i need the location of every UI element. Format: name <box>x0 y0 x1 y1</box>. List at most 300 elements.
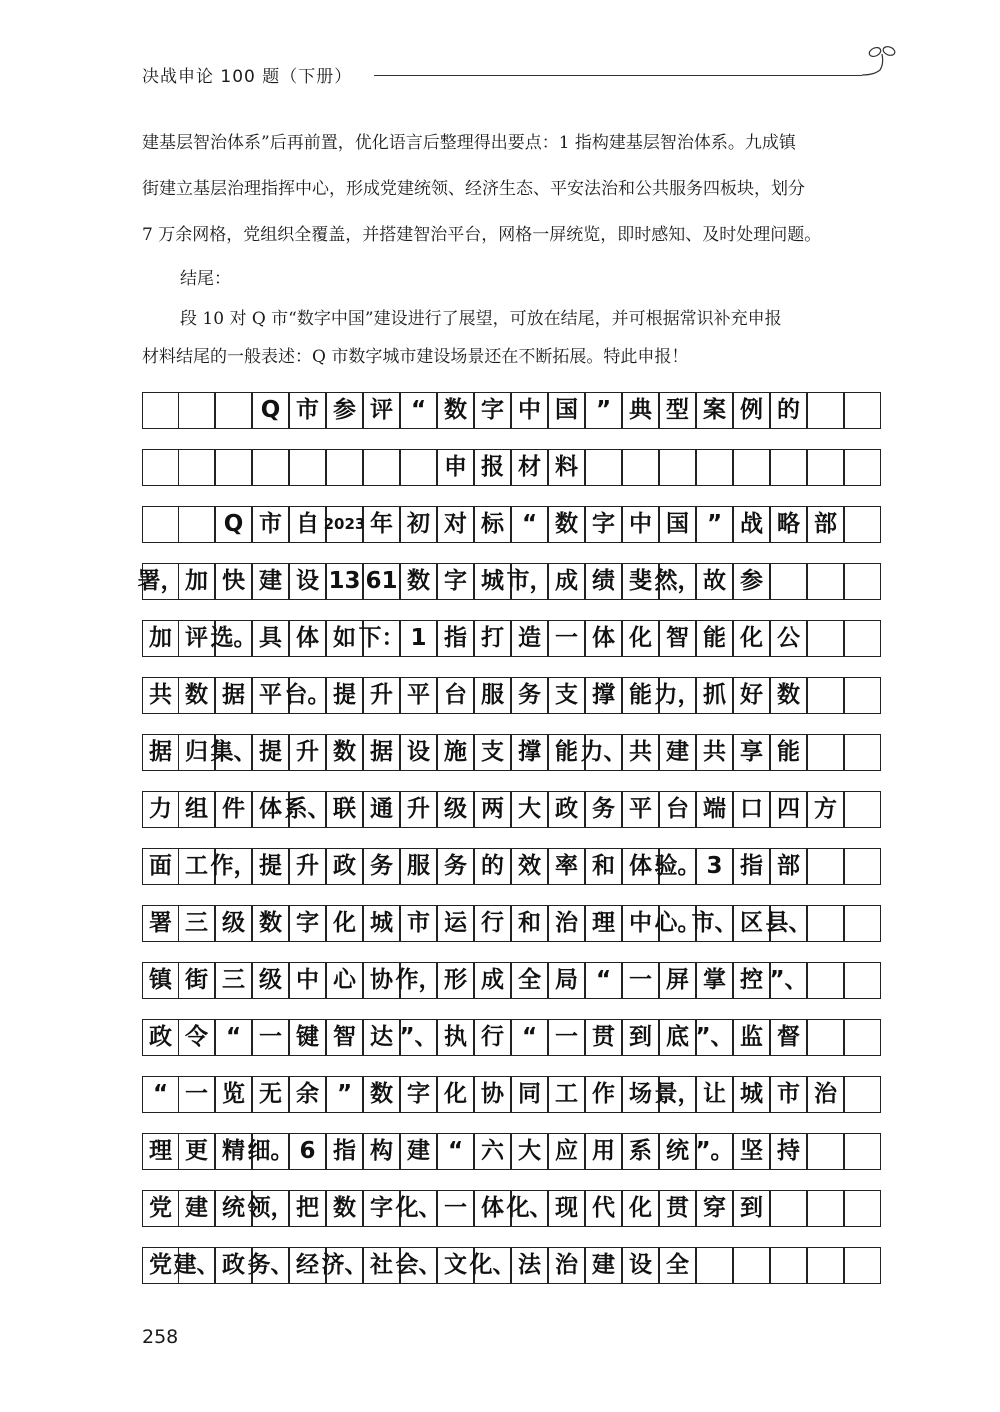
grid-cell: 穿 <box>696 1190 733 1227</box>
grid-cell: 台 <box>659 791 696 828</box>
grid-cell: 心 <box>326 962 363 999</box>
grid-cell: 镇 <box>142 962 179 999</box>
grid-cell: 字 <box>474 392 511 429</box>
grid-cell: 控 <box>733 962 770 999</box>
grid-cell <box>807 563 844 600</box>
grid-cell <box>733 1247 770 1284</box>
grid-cell: 提 <box>326 677 363 714</box>
grid-cell: 系、 <box>289 791 326 828</box>
grid-cell: 平 <box>400 677 437 714</box>
grid-cell: 局 <box>548 962 585 999</box>
grid-cell: 料 <box>548 449 585 486</box>
grid-cell: 面 <box>142 848 179 885</box>
grid-cell: 部 <box>807 506 844 543</box>
grid-cell: 能 <box>770 734 807 771</box>
grid-cell: 建 <box>659 734 696 771</box>
grid-cell: 台。 <box>289 677 326 714</box>
grid-cell: 能 <box>548 734 585 771</box>
grid-cell: 精 <box>215 1133 252 1170</box>
grid-cell: 一 <box>437 1190 474 1227</box>
grid-cell: 字 <box>400 1076 437 1113</box>
grid-cell: 平 <box>252 677 289 714</box>
grid-cell: 建 <box>585 1247 622 1284</box>
grid-cell: 会、 <box>400 1247 437 1284</box>
grid-cell: 年 <box>363 506 400 543</box>
grid-cell <box>807 848 844 885</box>
grid-cell <box>215 449 252 486</box>
grid-cell: 党 <box>142 1247 179 1284</box>
grid-cell: 工 <box>178 848 215 885</box>
grid-cell: 市 <box>400 905 437 942</box>
grid-cell <box>844 905 881 942</box>
grid-cell: ”。 <box>696 1133 733 1170</box>
grid-cell: 升 <box>400 791 437 828</box>
grid-cell: 务 <box>511 677 548 714</box>
grid-cell: 数 <box>363 1076 400 1113</box>
grid-cell: 建、 <box>178 1247 215 1284</box>
grid-cell: 字 <box>585 506 622 543</box>
grid-cell: 和 <box>585 848 622 885</box>
grid-cell: 键 <box>289 1019 326 1056</box>
grid-cell <box>807 962 844 999</box>
grid-cell: 例 <box>733 392 770 429</box>
grid-cell: 作， <box>215 848 252 885</box>
grid-cell: 协 <box>363 962 400 999</box>
grid-cell: 大 <box>511 791 548 828</box>
grid-cell: 政 <box>326 848 363 885</box>
grid-cell: 持 <box>770 1133 807 1170</box>
grid-cell: 体 <box>474 1190 511 1227</box>
grid-cell: 让 <box>696 1076 733 1113</box>
grid-cell: 好 <box>733 677 770 714</box>
grid-cell: 成 <box>474 962 511 999</box>
grid-cell: ”、 <box>400 1019 437 1056</box>
grid-cell: 督 <box>770 1019 807 1056</box>
grid-cell: 的 <box>770 392 807 429</box>
grid-cell: 件 <box>215 791 252 828</box>
grid-cell: 1 <box>400 620 437 657</box>
grid-cell: 略 <box>770 506 807 543</box>
grid-cell: 一 <box>252 1019 289 1056</box>
grid-cell: 字 <box>363 1190 400 1227</box>
grid-cell: 共 <box>696 734 733 771</box>
grid-cell: 报 <box>474 449 511 486</box>
grid-cell: 端 <box>696 791 733 828</box>
running-header <box>142 58 902 98</box>
grid-cell: 治 <box>807 1076 844 1113</box>
grid-cell: 治 <box>548 1247 585 1284</box>
grid-cell: 余 <box>289 1076 326 1113</box>
grid-cell: 一 <box>622 962 659 999</box>
grid-cell: 据 <box>142 734 179 771</box>
grid-cell: 数 <box>437 392 474 429</box>
grid-cell: 城 <box>474 563 511 600</box>
grid-cell: 典 <box>622 392 659 429</box>
grid-cell: 全 <box>511 962 548 999</box>
grid-cell: 指 <box>326 1133 363 1170</box>
grid-cell <box>807 1190 844 1227</box>
grid-cell: “ <box>400 392 437 429</box>
grid-cell <box>844 734 881 771</box>
grid-cell: 化 <box>733 620 770 657</box>
grid-cell: 平 <box>622 791 659 828</box>
grid-cell: 评 <box>363 392 400 429</box>
grid-cell: 智 <box>659 620 696 657</box>
grid-cell: 署 <box>142 905 179 942</box>
grid-cell: “ <box>215 1019 252 1056</box>
grid-cell: 据 <box>363 734 400 771</box>
grid-cell <box>807 392 844 429</box>
grid-cell: 的 <box>474 848 511 885</box>
grid-cell <box>770 1190 807 1227</box>
paragraph-line: 7 万余网格，党组织全覆盖，并搭建智治平台，网格一屏统览，即时感知、及时处理问题。 <box>142 225 822 245</box>
grid-cell: 更 <box>178 1133 215 1170</box>
grid-cell: 型 <box>659 392 696 429</box>
grid-cell: 撑 <box>585 677 622 714</box>
grid-cell: 到 <box>622 1019 659 1056</box>
section-heading: 结尾： <box>180 269 231 289</box>
grid-cell <box>215 392 252 429</box>
book-title: 决战申论 100 题（下册） <box>142 67 353 87</box>
grid-cell <box>844 791 881 828</box>
grid-cell: 运 <box>437 905 474 942</box>
grid-cell: 设 <box>400 734 437 771</box>
grid-cell <box>807 1133 844 1170</box>
grid-cell: 力 <box>142 791 179 828</box>
sprout-icon <box>860 44 900 78</box>
grid-cell: 抓 <box>696 677 733 714</box>
grid-cell: 共 <box>622 734 659 771</box>
grid-cell: 据 <box>215 677 252 714</box>
grid-cell: 执 <box>437 1019 474 1056</box>
grid-cell: 城 <box>733 1076 770 1113</box>
grid-cell <box>696 1247 733 1284</box>
grid-cell: 支 <box>548 677 585 714</box>
grid-cell: 数 <box>326 734 363 771</box>
grid-cell: 化 <box>437 1076 474 1113</box>
grid-cell: 务 <box>437 848 474 885</box>
grid-cell: 中 <box>511 392 548 429</box>
grid-cell: 力、 <box>585 734 622 771</box>
grid-cell: 服 <box>400 848 437 885</box>
grid-cell <box>807 677 844 714</box>
grid-cell: 6 <box>289 1133 326 1170</box>
grid-cell: 市 <box>770 1076 807 1113</box>
grid-cell: 两 <box>474 791 511 828</box>
grid-cell: 市 <box>289 392 326 429</box>
grid-cell: 升 <box>363 677 400 714</box>
grid-cell: 应 <box>548 1133 585 1170</box>
grid-cell: 到 <box>733 1190 770 1227</box>
grid-cell: 法 <box>511 1247 548 1284</box>
grid-cell: 选。 <box>215 620 252 657</box>
grid-cell: 标 <box>474 506 511 543</box>
grid-cell: 级 <box>437 791 474 828</box>
page-number: 258 <box>142 1326 179 1348</box>
grid-cell: 和 <box>511 905 548 942</box>
grid-cell: 加 <box>178 563 215 600</box>
grid-cell: 能 <box>622 677 659 714</box>
grid-cell: 无 <box>252 1076 289 1113</box>
grid-cell: 提 <box>252 848 289 885</box>
grid-cell: 把 <box>289 1190 326 1227</box>
grid-cell: 验。 <box>659 848 696 885</box>
grid-cell: 行 <box>474 905 511 942</box>
grid-cell: 中 <box>622 905 659 942</box>
grid-cell: 智 <box>326 1019 363 1056</box>
grid-cell: 共 <box>142 677 179 714</box>
grid-cell: 口 <box>733 791 770 828</box>
grid-cell: 打 <box>474 620 511 657</box>
grid-cell: 设 <box>622 1247 659 1284</box>
grid-cell: 代 <box>585 1190 622 1227</box>
grid-cell <box>326 449 363 486</box>
grid-cell <box>770 449 807 486</box>
grid-cell: 数 <box>252 905 289 942</box>
grid-cell: 部 <box>770 848 807 885</box>
grid-cell: 台 <box>437 677 474 714</box>
grid-cell: 国 <box>548 392 585 429</box>
paragraph-line: 段 10 对 Q 市“数字中国”建设进行了展望，可放在结尾，并可根据常识补充申报 <box>180 309 782 329</box>
grid-cell <box>844 620 881 657</box>
grid-cell: 政 <box>142 1019 179 1056</box>
grid-cell: 如 <box>326 620 363 657</box>
grid-cell: 下： <box>363 620 400 657</box>
grid-cell <box>178 392 215 429</box>
grid-cell: 建 <box>252 563 289 600</box>
grid-cell <box>733 449 770 486</box>
grid-cell: 快 <box>215 563 252 600</box>
grid-cell: 作 <box>585 1076 622 1113</box>
grid-cell: 服 <box>474 677 511 714</box>
grid-cell <box>622 449 659 486</box>
grid-cell <box>807 905 844 942</box>
grid-cell: 化、 <box>400 1190 437 1227</box>
grid-cell: 场 <box>622 1076 659 1113</box>
grid-cell: 城 <box>363 905 400 942</box>
grid-cell: 区 <box>733 905 770 942</box>
grid-cell: 撑 <box>511 734 548 771</box>
grid-cell <box>844 848 881 885</box>
grid-cell: “ <box>437 1133 474 1170</box>
grid-cell: 加 <box>142 620 179 657</box>
grid-cell: 掌 <box>696 962 733 999</box>
grid-cell: 景， <box>659 1076 696 1113</box>
grid-cell: 经 <box>289 1247 326 1284</box>
grid-cell: 具 <box>252 620 289 657</box>
grid-cell <box>807 1247 844 1284</box>
grid-cell: 建 <box>400 1133 437 1170</box>
grid-cell: 建 <box>178 1190 215 1227</box>
grid-cell: 数 <box>178 677 215 714</box>
grid-cell: 指 <box>733 848 770 885</box>
grid-cell: 令 <box>178 1019 215 1056</box>
grid-cell <box>142 449 179 486</box>
grid-cell: 数 <box>400 563 437 600</box>
grid-cell: 中 <box>289 962 326 999</box>
grid-cell: ” <box>696 506 733 543</box>
grid-cell: 作， <box>400 962 437 999</box>
grid-cell <box>844 962 881 999</box>
paragraph-line: 街建立基层治理指挥中心，形成党建统领、经济生态、平安法治和公共服务四板块，划分 <box>142 179 805 199</box>
grid-cell: 化、 <box>511 1190 548 1227</box>
grid-cell: 指 <box>437 620 474 657</box>
grid-cell: 组 <box>178 791 215 828</box>
grid-cell: 力， <box>659 677 696 714</box>
grid-cell: 方 <box>807 791 844 828</box>
grid-cell: Q <box>215 506 252 543</box>
grid-cell: 61 <box>363 563 400 600</box>
grid-cell: 故 <box>696 563 733 600</box>
grid-cell: 现 <box>548 1190 585 1227</box>
grid-cell: 评 <box>178 620 215 657</box>
grid-cell <box>844 1190 881 1227</box>
grid-cell: 系 <box>622 1133 659 1170</box>
grid-cell: 济、 <box>326 1247 363 1284</box>
grid-cell: 升 <box>289 848 326 885</box>
grid-cell <box>770 1247 807 1284</box>
grid-cell <box>659 449 696 486</box>
grid-cell: 务 <box>585 791 622 828</box>
grid-cell: 斐 <box>622 563 659 600</box>
grid-cell: 党 <box>142 1190 179 1227</box>
grid-cell: “ <box>511 506 548 543</box>
grid-cell: 协 <box>474 1076 511 1113</box>
grid-cell <box>142 506 179 543</box>
grid-cell: 化 <box>622 620 659 657</box>
grid-cell: 市， <box>511 563 548 600</box>
grid-cell: 贯 <box>585 1019 622 1056</box>
grid-cell <box>142 392 179 429</box>
grid-cell: 社 <box>363 1247 400 1284</box>
grid-cell: 参 <box>733 563 770 600</box>
grid-cell: 3 <box>696 848 733 885</box>
grid-cell <box>844 506 881 543</box>
grid-cell: 材 <box>511 449 548 486</box>
grid-cell: 体 <box>289 620 326 657</box>
grid-cell: 底 <box>659 1019 696 1056</box>
answer-grid <box>137 392 882 1284</box>
grid-cell: 战 <box>733 506 770 543</box>
grid-cell: 领， <box>252 1190 289 1227</box>
grid-cell: ”、 <box>770 962 807 999</box>
grid-cell: 理 <box>585 905 622 942</box>
grid-cell: 支 <box>474 734 511 771</box>
grid-cell: 理 <box>142 1133 179 1170</box>
paragraph-line: 材料结尾的一般表述：Q 市数字城市建设场景还在不断拓展。特此申报！ <box>142 347 689 367</box>
grid-cell: 对 <box>437 506 474 543</box>
grid-cell: 效 <box>511 848 548 885</box>
grid-cell: 国 <box>659 506 696 543</box>
grid-cell <box>844 563 881 600</box>
grid-cell <box>807 734 844 771</box>
grid-cell <box>807 620 844 657</box>
grid-cell: 务 <box>363 848 400 885</box>
grid-cell: 自 <box>289 506 326 543</box>
grid-cell <box>770 563 807 600</box>
grid-cell: 全 <box>659 1247 696 1284</box>
grid-cell: 数 <box>326 1190 363 1227</box>
grid-cell: 享 <box>733 734 770 771</box>
grid-cell: 升 <box>289 734 326 771</box>
grid-cell: 集、 <box>215 734 252 771</box>
grid-cell: 造 <box>511 620 548 657</box>
grid-cell <box>178 506 215 543</box>
grid-cell: 13 <box>326 563 363 600</box>
grid-cell: 三 <box>215 962 252 999</box>
grid-cell: 级 <box>252 962 289 999</box>
grid-cell: 细。 <box>252 1133 289 1170</box>
grid-cell: 参 <box>326 392 363 429</box>
grid-cell <box>844 1076 881 1113</box>
grid-cell: 能 <box>696 620 733 657</box>
grid-cell: 数 <box>548 506 585 543</box>
grid-cell: 字 <box>437 563 474 600</box>
grid-cell: 申 <box>437 449 474 486</box>
grid-cell <box>807 449 844 486</box>
grid-cell: 政 <box>215 1247 252 1284</box>
grid-cell: 化、 <box>474 1247 511 1284</box>
header-rule <box>374 75 862 76</box>
grid-cell: 体 <box>585 620 622 657</box>
grid-cell: 心。 <box>659 905 696 942</box>
grid-cell: 统 <box>215 1190 252 1227</box>
grid-cell: 市、 <box>696 905 733 942</box>
grid-cell <box>585 449 622 486</box>
grid-cell: 行 <box>474 1019 511 1056</box>
grid-cell: 署， <box>142 563 179 600</box>
grid-cell: 通 <box>363 791 400 828</box>
grid-cell: “ <box>511 1019 548 1056</box>
grid-cell <box>363 449 400 486</box>
grid-cell: 四 <box>770 791 807 828</box>
grid-cell: 市 <box>252 506 289 543</box>
grid-cell: 贯 <box>659 1190 696 1227</box>
grid-cell: 成 <box>548 563 585 600</box>
grid-cell: 公 <box>770 620 807 657</box>
grid-cell: 同 <box>511 1076 548 1113</box>
grid-cell: 览 <box>215 1076 252 1113</box>
paragraph-line: 建基层智治体系”后再前置，优化语言后整理得出要点：1 指构建基层智治体系。九成镇 <box>142 133 796 153</box>
grid-cell: 治 <box>548 905 585 942</box>
grid-cell: ” <box>585 392 622 429</box>
grid-cell <box>252 449 289 486</box>
grid-cell: 体 <box>252 791 289 828</box>
grid-cell: 达 <box>363 1019 400 1056</box>
grid-cell <box>844 392 881 429</box>
grid-cell: 坚 <box>733 1133 770 1170</box>
grid-cell: 初 <box>400 506 437 543</box>
grid-cell: 字 <box>289 905 326 942</box>
grid-cell: 数 <box>770 677 807 714</box>
grid-cell: 统 <box>659 1133 696 1170</box>
grid-cell <box>696 449 733 486</box>
grid-cell: 化 <box>622 1190 659 1227</box>
grid-cell: 文 <box>437 1247 474 1284</box>
grid-cell: 体 <box>622 848 659 885</box>
grid-cell: 然， <box>659 563 696 600</box>
grid-cell: 提 <box>252 734 289 771</box>
grid-cell: 绩 <box>585 563 622 600</box>
grid-cell: 三 <box>178 905 215 942</box>
grid-cell <box>844 677 881 714</box>
grid-cell: 监 <box>733 1019 770 1056</box>
grid-cell: 屏 <box>659 962 696 999</box>
grid-cell: 一 <box>178 1076 215 1113</box>
grid-cell <box>844 1019 881 1056</box>
grid-cell: ”、 <box>696 1019 733 1056</box>
grid-cell: ” <box>326 1076 363 1113</box>
